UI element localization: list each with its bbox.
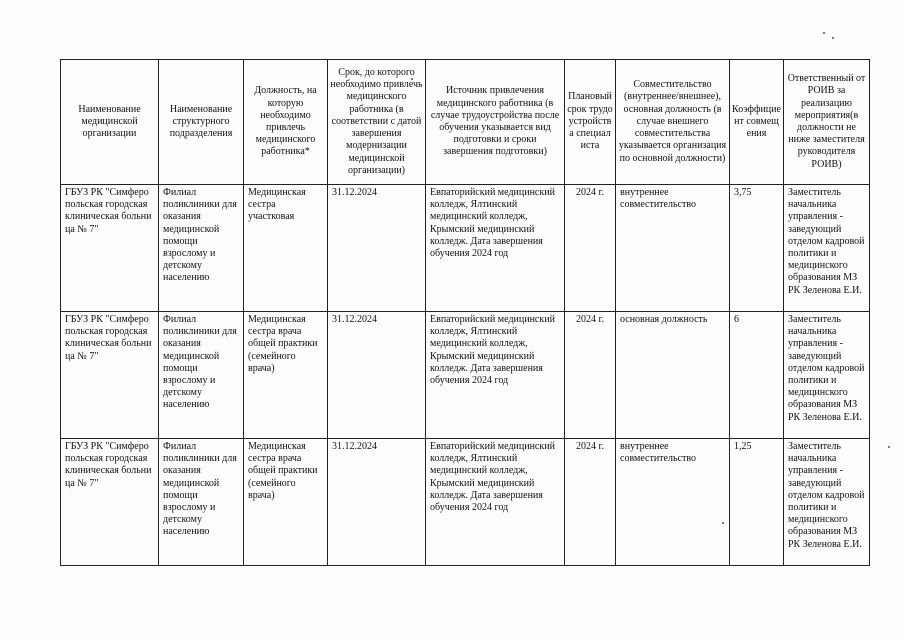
cell-deadline: 31.12.2024 [328, 439, 426, 566]
cell-organization: ГБУЗ РК "Симферопольская городская клиническая больница № 7" [61, 185, 159, 312]
cell-deadline: 31.12.2024 [328, 312, 426, 439]
cell-source: Евпаторийский медицинский колледж, Ялтинский медицинский колледж, Крымский медицинский колледж. Дата завершения обучения 2024 год [426, 185, 565, 312]
header-organization: Наименование медицинской организации [61, 60, 159, 185]
header-planned: Плановый срок трудоустройства специалиста [565, 60, 616, 185]
header-responsible: Ответственный от РОИВ за реализацию мероприятия(в должности не ниже заместителя руководителя РОИВ) [784, 60, 870, 185]
cell-responsible: Заместитель начальника управления - заведующий отделом кадровой политики и медицинского образования МЗ РК Зеленова Е.И. [784, 439, 870, 566]
cell-planned: 2024 г. [565, 185, 616, 312]
cell-planned: 2024 г. [565, 312, 616, 439]
cell-position: Медицинская сестра врача общей практики (семейного врача) [244, 312, 328, 439]
cell-planned: 2024 г. [565, 439, 616, 566]
cell-combination: внутреннее совместительство [616, 439, 730, 566]
cell-combination: внутреннее совместительство [616, 185, 730, 312]
header-combination: Совместительство (внутреннее/внешнее), основная должность (в случае внешнего совместительства указывается организация по основной должности) [616, 60, 730, 185]
header-unit: Наименование структурного подразделения [159, 60, 244, 185]
staffing-table [60, 59, 870, 566]
table-row [61, 439, 870, 566]
header-row [61, 60, 870, 185]
cell-position: Медицинская сестра врача общей практики (семейного врача) [244, 439, 328, 566]
cell-deadline: 31.12.2024 [328, 185, 426, 312]
cell-unit: Филиал поликлиники для оказания медицинской помощи взрослому и детскому населению [159, 185, 244, 312]
header-source: Источник привлечения медицинского работника (в случае трудоустройства после обучения указывается вид подготовки и сроки завершения подготовки) [426, 60, 565, 185]
cell-organization: ГБУЗ РК "Симферопольская городская клиническая больница № 7" [61, 312, 159, 439]
cell-responsible: Заместитель начальника управления - заведующий отделом кадровой политики и медицинского образования МЗ РК Зеленова Е.И. [784, 185, 870, 312]
table-row [61, 185, 870, 312]
cell-unit: Филиал поликлиники для оказания медицинской помощи взрослому и детскому населению [159, 439, 244, 566]
cell-coefficient: 3,75 [730, 185, 784, 312]
cell-organization: ГБУЗ РК "Симферопольская городская клиническая больница № 7" [61, 439, 159, 566]
cell-source: Евпаторийский медицинский колледж, Ялтинский медицинский колледж, Крымский медицинский колледж. Дата завершения обучения 2024 год [426, 439, 565, 566]
header-position: Должность, на которую необходимо привлечь медицинского работника* [244, 60, 328, 185]
header-coefficient: Коэффициент совмещения [730, 60, 784, 185]
cell-position: Медицинская сестра участковая [244, 185, 328, 312]
cell-responsible: Заместитель начальника управления - заведующий отделом кадровой политики и медицинского образования МЗ РК Зеленова Е.И. [784, 312, 870, 439]
scan-speck [832, 37, 834, 39]
scan-speck [888, 446, 890, 448]
table-row [61, 312, 870, 439]
header-deadline: Срок, до которого необходимо привлечь медицинского работника (в соответствии с датой завершения модернизации медицинской организации) [328, 60, 426, 185]
cell-combination: основная должность [616, 312, 730, 439]
cell-coefficient: 6 [730, 312, 784, 439]
cell-source: Евпаторийский медицинский колледж, Ялтинский медицинский колледж, Крымский медицинский колледж. Дата завершения обучения 2024 год [426, 312, 565, 439]
scan-speck [823, 32, 825, 34]
cell-unit: Филиал поликлиники для оказания медицинской помощи взрослому и детскому населению [159, 312, 244, 439]
cell-coefficient: 1,25 [730, 439, 784, 566]
